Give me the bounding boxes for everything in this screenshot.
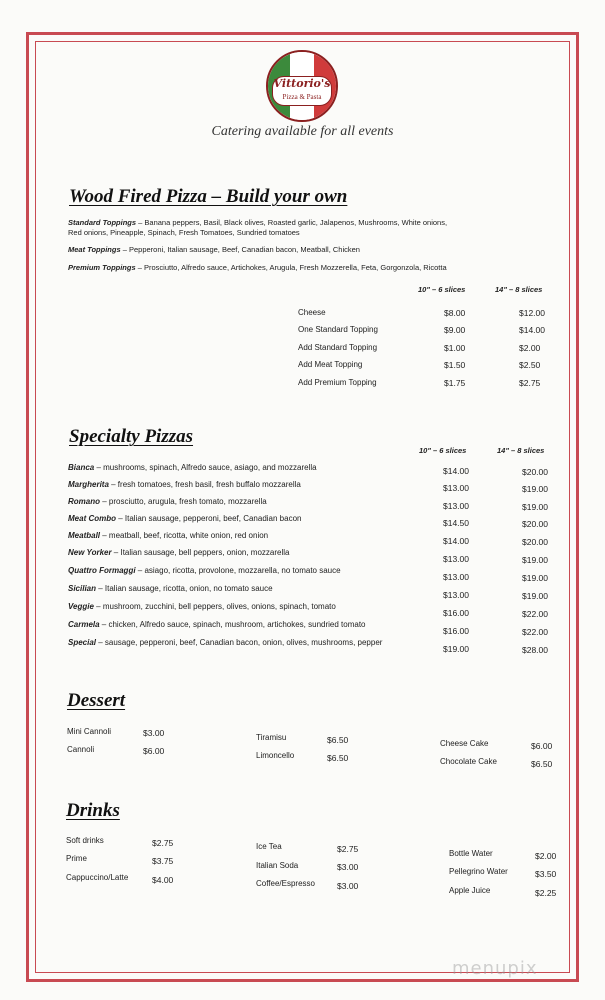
specialty-price-14: $28.00 xyxy=(522,645,548,655)
inner-border xyxy=(35,41,570,973)
specialty-title: Specialty Pizzas xyxy=(69,426,194,447)
specialty-item: Romano – prosciutto, arugula, fresh tomato, mozzarella xyxy=(68,497,267,506)
wood-row-name: Add Meat Topping xyxy=(298,360,363,369)
wood-row-price-10: $1.75 xyxy=(444,378,466,388)
drink-item-price: $2.00 xyxy=(535,851,557,861)
specialty-price-10: $13.00 xyxy=(443,572,469,582)
drink-item-price: $2.25 xyxy=(535,888,557,898)
logo-name: Vittorio's xyxy=(273,77,331,90)
specialty-item: Veggie – mushroom, zucchini, bell peppers, olives, onions, spinach, tomato xyxy=(68,602,336,611)
specialty-price-14: $20.00 xyxy=(522,519,548,529)
specialty-price-14: $19.00 xyxy=(522,555,548,565)
tagline: Catering available for all events xyxy=(211,124,394,139)
dessert-title: Dessert xyxy=(67,690,126,711)
specialty-item: Carmela – chicken, Alfredo sauce, spinach, mushroom, artichokes, sundried tomato xyxy=(68,620,366,629)
drink-item-name: Italian Soda xyxy=(256,861,299,870)
specialty-price-10: $16.00 xyxy=(443,626,469,636)
wood-row-name: One Standard Topping xyxy=(298,325,378,334)
specialty-item: Special – sausage, pepperoni, beef, Canadian bacon, onion, olives, mushrooms, pepper xyxy=(68,638,383,647)
wood-row-price-10: $9.00 xyxy=(444,325,466,335)
drink-item-name: Bottle Water xyxy=(449,849,493,858)
dessert-item-name: Chocolate Cake xyxy=(440,757,497,766)
dessert-item-price: $6.50 xyxy=(327,753,349,763)
wood-col-14: 14" – 8 slices xyxy=(495,285,543,294)
dessert-item-name: Tiramisu xyxy=(256,733,287,742)
specialty-item: Meat Combo – Italian sausage, pepperoni, beef, Canadian bacon xyxy=(68,514,302,523)
wood-row-name: Add Standard Topping xyxy=(298,343,378,352)
specialty-price-14: $19.00 xyxy=(522,502,548,512)
meat-toppings: Meat Toppings – Pepperoni, Italian sausage, Beef, Canadian bacon, Meatball, Chicken xyxy=(68,245,360,254)
drink-item-price: $2.75 xyxy=(152,838,174,848)
wood-row-name: Add Premium Topping xyxy=(298,378,377,387)
drink-item-name: Apple Juice xyxy=(449,886,491,895)
dessert-item-price: $3.00 xyxy=(143,728,165,738)
specialty-price-10: $19.00 xyxy=(443,644,469,654)
wood-row-price-14: $12.00 xyxy=(519,308,545,318)
specialty-item: Margherita – fresh tomatoes, fresh basil, fresh buffalo mozzarella xyxy=(68,480,301,489)
specialty-price-10: $14.00 xyxy=(443,536,469,546)
specialty-price-10: $14.00 xyxy=(443,466,469,476)
specialty-price-14: $22.00 xyxy=(522,627,548,637)
wood-row-price-14: $2.50 xyxy=(519,360,541,370)
specialty-price-14: $22.00 xyxy=(522,609,548,619)
specialty-price-14: $19.00 xyxy=(522,484,548,494)
specialty-price-10: $13.00 xyxy=(443,501,469,511)
specialty-price-14: $19.00 xyxy=(522,591,548,601)
specialty-price-10: $13.00 xyxy=(443,590,469,600)
premium-toppings: Premium Toppings – Prosciutto, Alfredo sauce, Artichokes, Arugula, Fresh Mozzerella, Feta, Gorgonzola, Ricotta xyxy=(68,263,447,272)
dessert-item-price: $6.50 xyxy=(327,735,349,745)
specialty-price-10: $16.00 xyxy=(443,608,469,618)
wood-col-10: 10" – 6 slices xyxy=(418,285,466,294)
restaurant-logo xyxy=(266,50,338,122)
drink-item-price: $3.75 xyxy=(152,856,174,866)
standard-toppings: Standard Toppings – Banana peppers, Basil, Black olives, Roasted garlic, Jalapenos, Mushrooms, White onions, xyxy=(68,218,448,227)
specialty-price-14: $19.00 xyxy=(522,573,548,583)
drink-item-price: $2.75 xyxy=(337,844,359,854)
drink-item-name: Ice Tea xyxy=(256,842,282,851)
dessert-item-name: Cannoli xyxy=(67,745,95,754)
wood-row-price-14: $14.00 xyxy=(519,325,545,335)
drink-item-name: Prime xyxy=(66,854,87,863)
specialty-price-10: $13.00 xyxy=(443,554,469,564)
wood-row-price-10: $8.00 xyxy=(444,308,466,318)
dessert-item-name: Limoncello xyxy=(256,751,295,760)
dessert-item-name: Cheese Cake xyxy=(440,739,489,748)
wood-row-price-10: $1.50 xyxy=(444,360,466,370)
specialty-item: Quattro Formaggi – asiago, ricotta, provolone, mozzarella, no tomato sauce xyxy=(68,566,341,575)
drink-item-name: Pellegrino Water xyxy=(449,867,508,876)
logo-subtitle: Pizza & Pasta xyxy=(282,93,322,101)
wood-row-price-14: $2.00 xyxy=(519,343,541,353)
dessert-item-name: Mini Cannoli xyxy=(67,727,112,736)
drink-item-name: Cappuccino/Latte xyxy=(66,873,129,882)
drink-item-price: $4.00 xyxy=(152,875,174,885)
specialty-price-14: $20.00 xyxy=(522,537,548,547)
dessert-item-price: $6.50 xyxy=(531,759,553,769)
drinks-title: Drinks xyxy=(66,800,120,821)
specialty-price-14: $20.00 xyxy=(522,467,548,477)
specialty-item: Meatball – meatball, beef, ricotta, white onion, red onion xyxy=(68,531,269,540)
drink-item-price: $3.00 xyxy=(337,881,359,891)
dessert-item-price: $6.00 xyxy=(143,746,165,756)
standard-toppings-cont: Red onions, Pineapple, Spinach, Fresh Tomatoes, Sundried tomatoes xyxy=(68,228,300,237)
wood-row-price-10: $1.00 xyxy=(444,343,466,353)
drink-item-price: $3.00 xyxy=(337,862,359,872)
drink-item-name: Coffee/Espresso xyxy=(256,879,315,888)
specialty-col-10: 10" – 6 slices xyxy=(419,446,467,455)
drink-item-name: Soft drinks xyxy=(66,836,104,845)
watermark: menupix xyxy=(452,958,538,979)
drink-item-price: $3.50 xyxy=(535,869,557,879)
specialty-price-10: $14.50 xyxy=(443,518,469,528)
specialty-col-14: 14" – 8 slices xyxy=(497,446,545,455)
specialty-item: Bianca – mushrooms, spinach, Alfredo sauce, asiago, and mozzarella xyxy=(68,463,317,472)
specialty-item: Sicilian – Italian sausage, ricotta, onion, no tomato sauce xyxy=(68,584,273,593)
wood-row-name: Cheese xyxy=(298,308,326,317)
specialty-item: New Yorker – Italian sausage, bell peppers, onion, mozzarella xyxy=(68,548,290,557)
dessert-item-price: $6.00 xyxy=(531,741,553,751)
specialty-price-10: $13.00 xyxy=(443,483,469,493)
wood-row-price-14: $2.75 xyxy=(519,378,541,388)
wood-fired-title: Wood Fired Pizza – Build your own xyxy=(69,186,348,207)
